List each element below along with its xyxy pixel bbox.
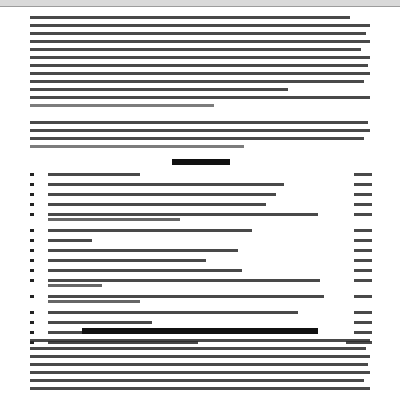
item-number xyxy=(30,193,34,196)
item-number xyxy=(30,249,34,252)
item-text xyxy=(48,183,284,186)
item-quantity xyxy=(354,269,372,272)
note-line xyxy=(30,137,364,140)
body-line xyxy=(30,339,370,342)
item-number xyxy=(30,269,34,272)
list-item xyxy=(30,191,372,199)
item-text xyxy=(48,193,276,196)
intro-line xyxy=(30,32,366,35)
list-item xyxy=(30,309,372,317)
item-quantity xyxy=(354,213,372,216)
list-item xyxy=(30,267,372,275)
item-quantity xyxy=(354,331,372,334)
intro-line xyxy=(30,24,370,27)
list-item xyxy=(30,237,372,245)
intro-line xyxy=(30,56,370,59)
item-text-continuation xyxy=(48,284,102,287)
list-item xyxy=(30,171,372,179)
body-line xyxy=(30,387,370,390)
item-number xyxy=(30,279,34,282)
header-strip xyxy=(0,0,400,7)
item-text xyxy=(48,295,324,298)
list-item xyxy=(30,181,372,189)
item-number xyxy=(30,203,34,206)
item-text xyxy=(48,259,206,262)
item-text xyxy=(48,269,242,272)
item-number xyxy=(30,229,34,232)
body-line xyxy=(30,363,368,366)
item-quantity xyxy=(354,239,372,242)
section-heading xyxy=(82,328,318,334)
item-text xyxy=(48,213,318,216)
body-line xyxy=(30,355,370,358)
item-quantity xyxy=(354,295,372,298)
intro-line xyxy=(30,40,370,43)
note-line xyxy=(30,121,368,124)
intro-line xyxy=(30,96,370,99)
item-quantity xyxy=(354,279,372,282)
note-line xyxy=(30,145,244,148)
list-item xyxy=(30,211,372,225)
item-number xyxy=(30,173,34,176)
item-text xyxy=(48,279,320,282)
intro-line xyxy=(30,16,350,19)
item-quantity xyxy=(354,259,372,262)
list-item xyxy=(30,277,372,291)
item-text xyxy=(48,229,252,232)
item-text-continuation xyxy=(48,300,140,303)
item-quantity xyxy=(354,193,372,196)
intro-line xyxy=(30,48,361,51)
intro-line xyxy=(30,88,288,91)
list-item xyxy=(30,247,372,255)
body-line xyxy=(30,371,370,374)
item-text xyxy=(48,173,140,176)
item-number xyxy=(30,213,34,216)
intro-line xyxy=(30,72,370,75)
item-quantity xyxy=(354,321,372,324)
item-text xyxy=(48,203,266,206)
body-paragraph xyxy=(30,339,370,395)
item-text-continuation xyxy=(48,218,180,221)
item-number xyxy=(30,311,34,314)
list-item xyxy=(30,319,372,327)
item-number xyxy=(30,321,34,324)
contents-heading xyxy=(172,159,230,165)
item-quantity xyxy=(354,249,372,252)
intro-paragraph xyxy=(30,16,370,112)
item-quantity xyxy=(354,173,372,176)
intro-line xyxy=(30,104,214,107)
body-line xyxy=(30,347,366,350)
item-number xyxy=(30,331,34,334)
item-number xyxy=(30,295,34,298)
intro-line xyxy=(30,80,364,83)
list-item xyxy=(30,227,372,235)
item-text xyxy=(48,311,298,314)
item-number xyxy=(30,239,34,242)
item-quantity xyxy=(354,183,372,186)
intro-line xyxy=(30,64,368,67)
item-text xyxy=(48,249,238,252)
list-item xyxy=(30,257,372,265)
item-text xyxy=(48,239,92,242)
note-line xyxy=(30,129,370,132)
item-quantity xyxy=(354,311,372,314)
body-line xyxy=(30,379,364,382)
contents-list xyxy=(30,171,372,349)
item-number xyxy=(30,183,34,186)
item-quantity xyxy=(354,203,372,206)
item-text xyxy=(48,321,152,324)
list-item xyxy=(30,293,372,307)
item-quantity xyxy=(354,229,372,232)
note-paragraph xyxy=(30,121,370,153)
list-item xyxy=(30,201,372,209)
item-number xyxy=(30,259,34,262)
